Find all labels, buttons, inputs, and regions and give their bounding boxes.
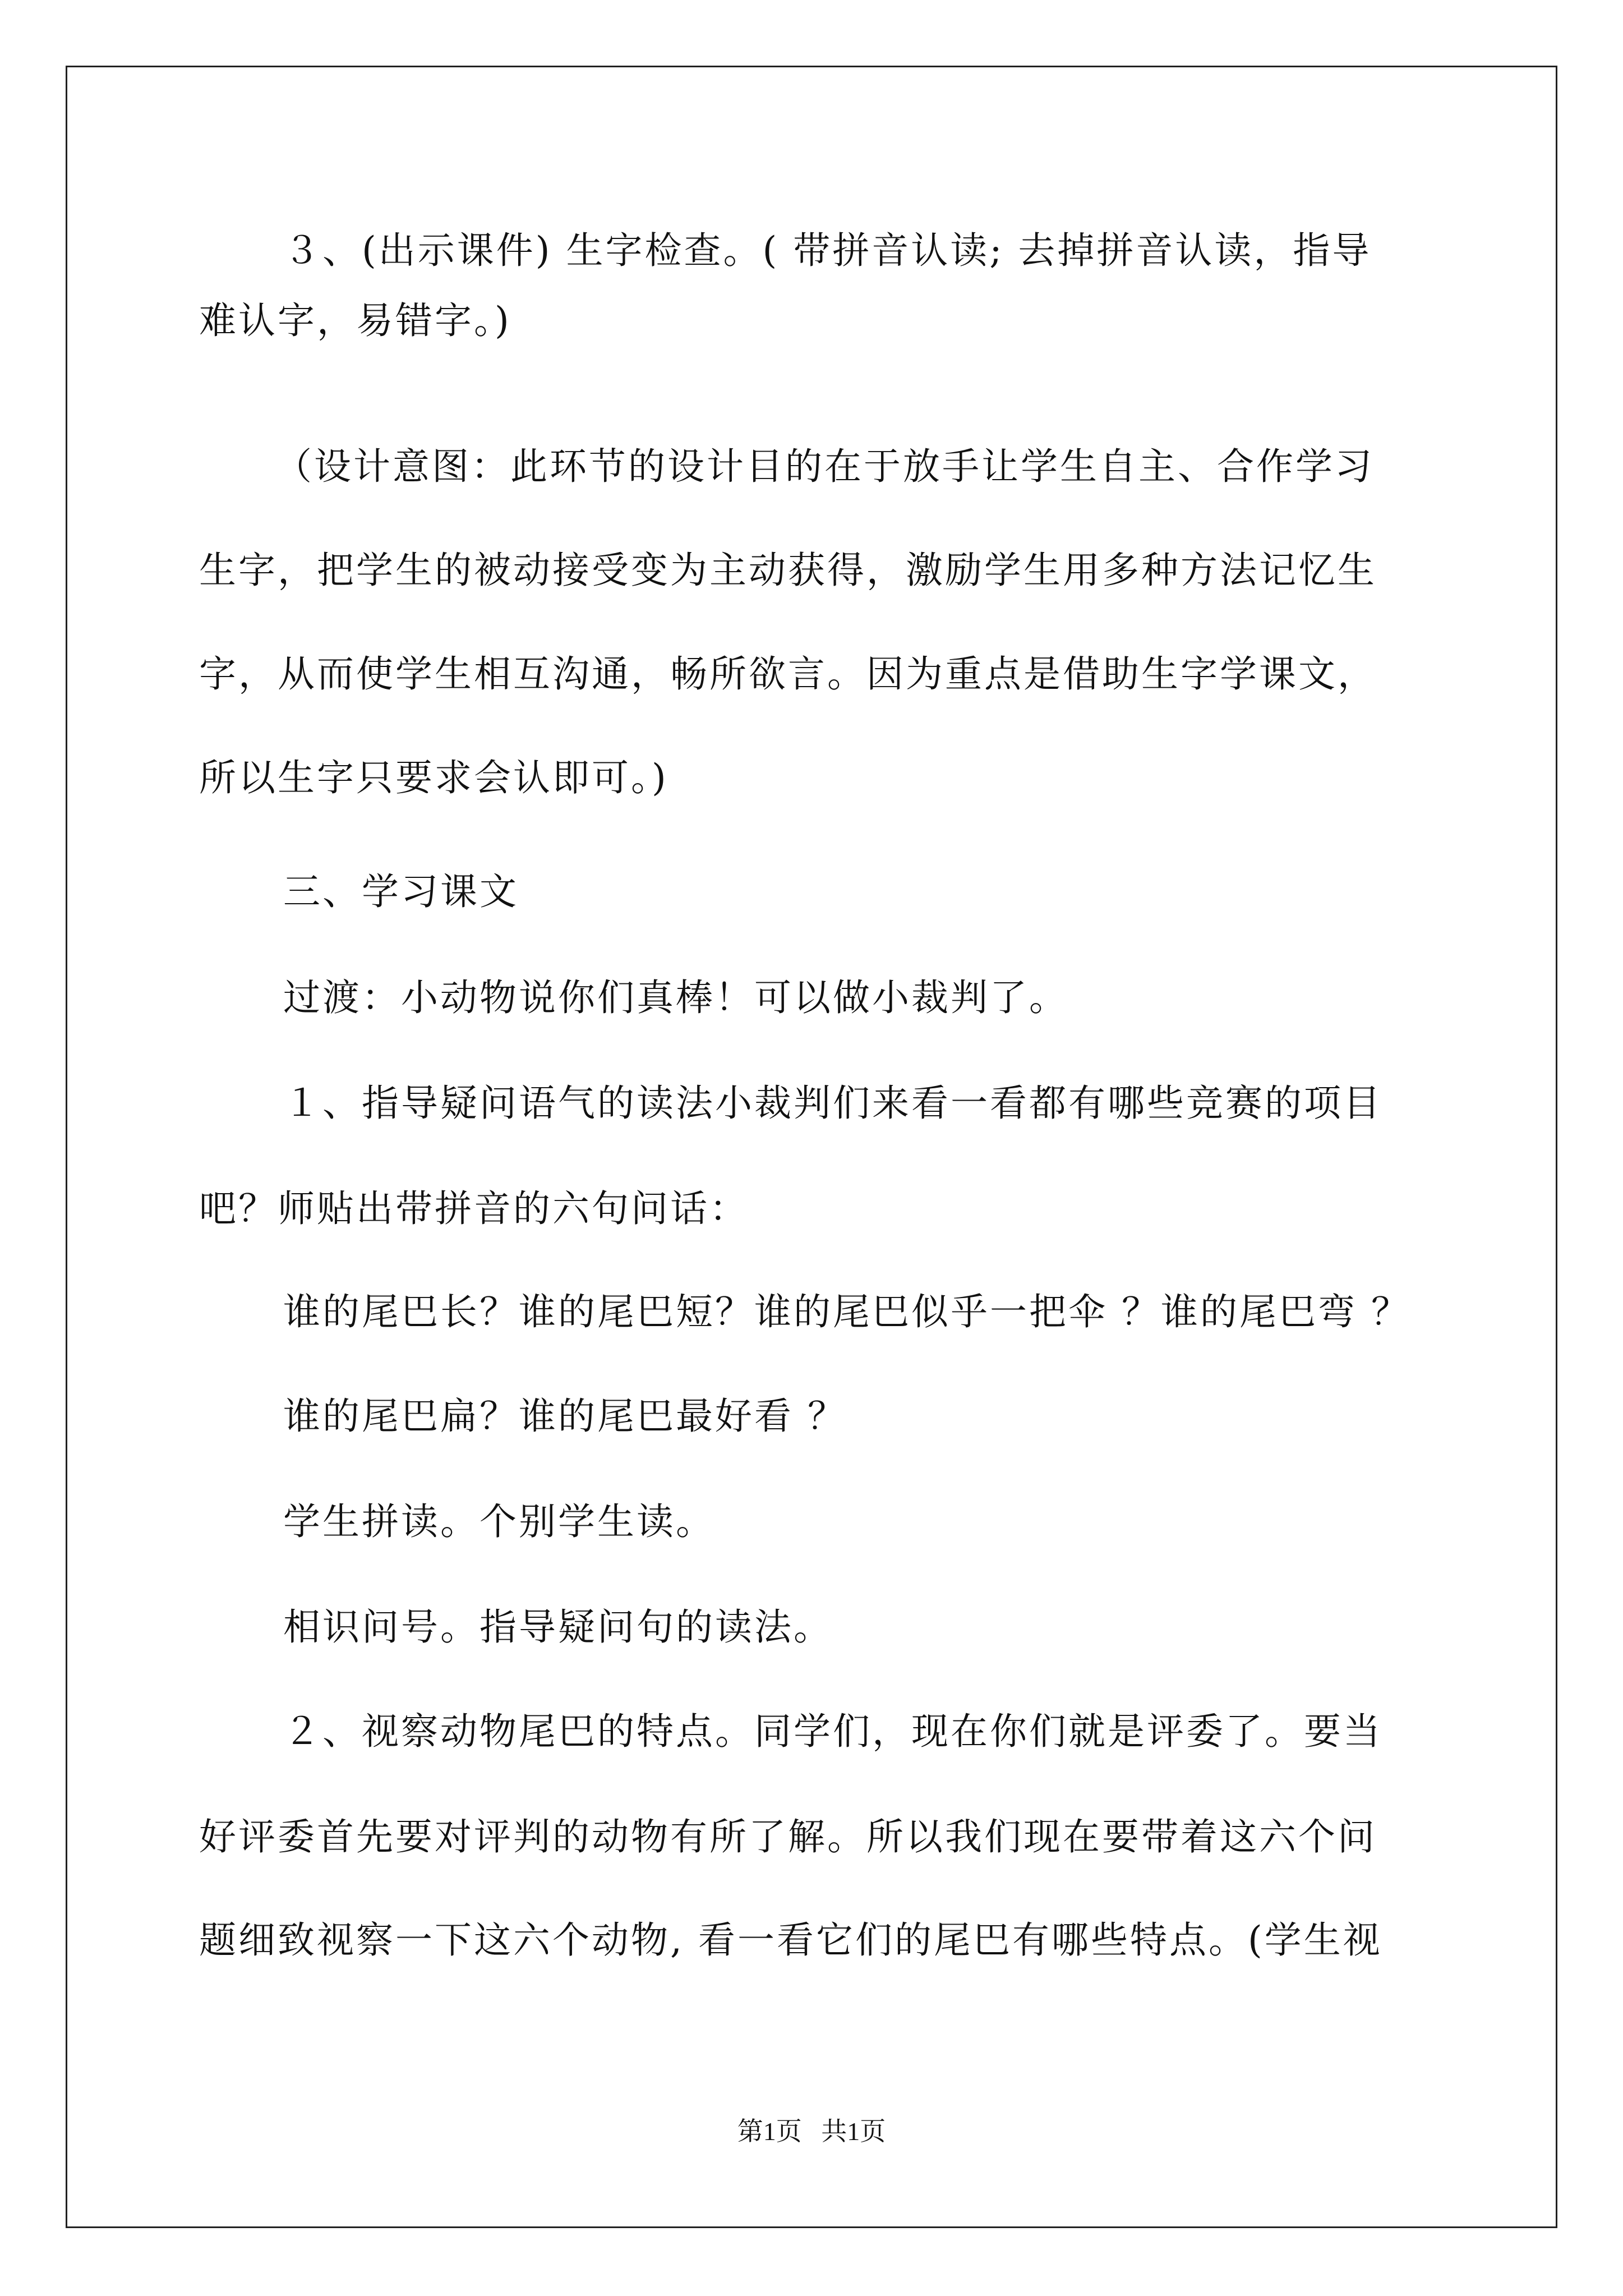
text-line-11: 谁的尾巴长？谁的尾巴短？谁的尾巴似乎一把伞 ？谁的尾巴弯 ？ (283, 1290, 1410, 1333)
text-line-16: 好评委首先要对评判的动物有所了解。所以我们现在要带着这六个问 (199, 1815, 1377, 1858)
text-line-10: 吧？师贴出带拼音的六句问话： (199, 1187, 749, 1230)
page-border (66, 66, 1557, 2228)
text-line-2: 难认字，易错字。) (199, 299, 511, 342)
section-heading: 三、学习课文 (283, 870, 519, 913)
text-line-17: 题细致视察一下这六个动物, 看一看它们的尾巴有哪些特点。(学生视 (199, 1918, 1382, 1962)
text-line-15: ２、视察动物尾巴的特点。同学们，现在你们就是评委了。要当 (283, 1710, 1382, 1753)
text-line-9: １、指导疑问语气的读法小裁判们来看一看都有哪些竞赛的项目 (283, 1082, 1382, 1125)
text-line-3: （设计意图：此环节的设计目的在于放手让学生自主、合作学习 (275, 445, 1374, 488)
page-number-footer: 第1页 共1页 (737, 2117, 886, 2146)
text-line-5: 字，从而使学生相互沟通，畅所欲言。因为重点是借助生字学课文， (199, 652, 1377, 696)
text-line-6: 所以生字只要求会认即可。) (199, 756, 668, 799)
text-line-1: ３、(出示课件) 生字检查。( 带拼音认读; 去掉拼音认读，指导 (283, 229, 1372, 272)
text-line-14: 相识问号。指导疑问句的读法。 (283, 1605, 833, 1649)
text-line-12: 谁的尾巴扁？谁的尾巴最好看 ？ (283, 1395, 847, 1438)
text-line-8: 过渡：小动物说你们真棒！可以做小裁判了。 (283, 976, 1068, 1019)
text-line-4: 生字，把学生的被动接受变为主动获得，激励学生用多种方法记忆生 (199, 549, 1377, 592)
text-line-13: 学生拼读。个别学生读。 (283, 1500, 715, 1543)
